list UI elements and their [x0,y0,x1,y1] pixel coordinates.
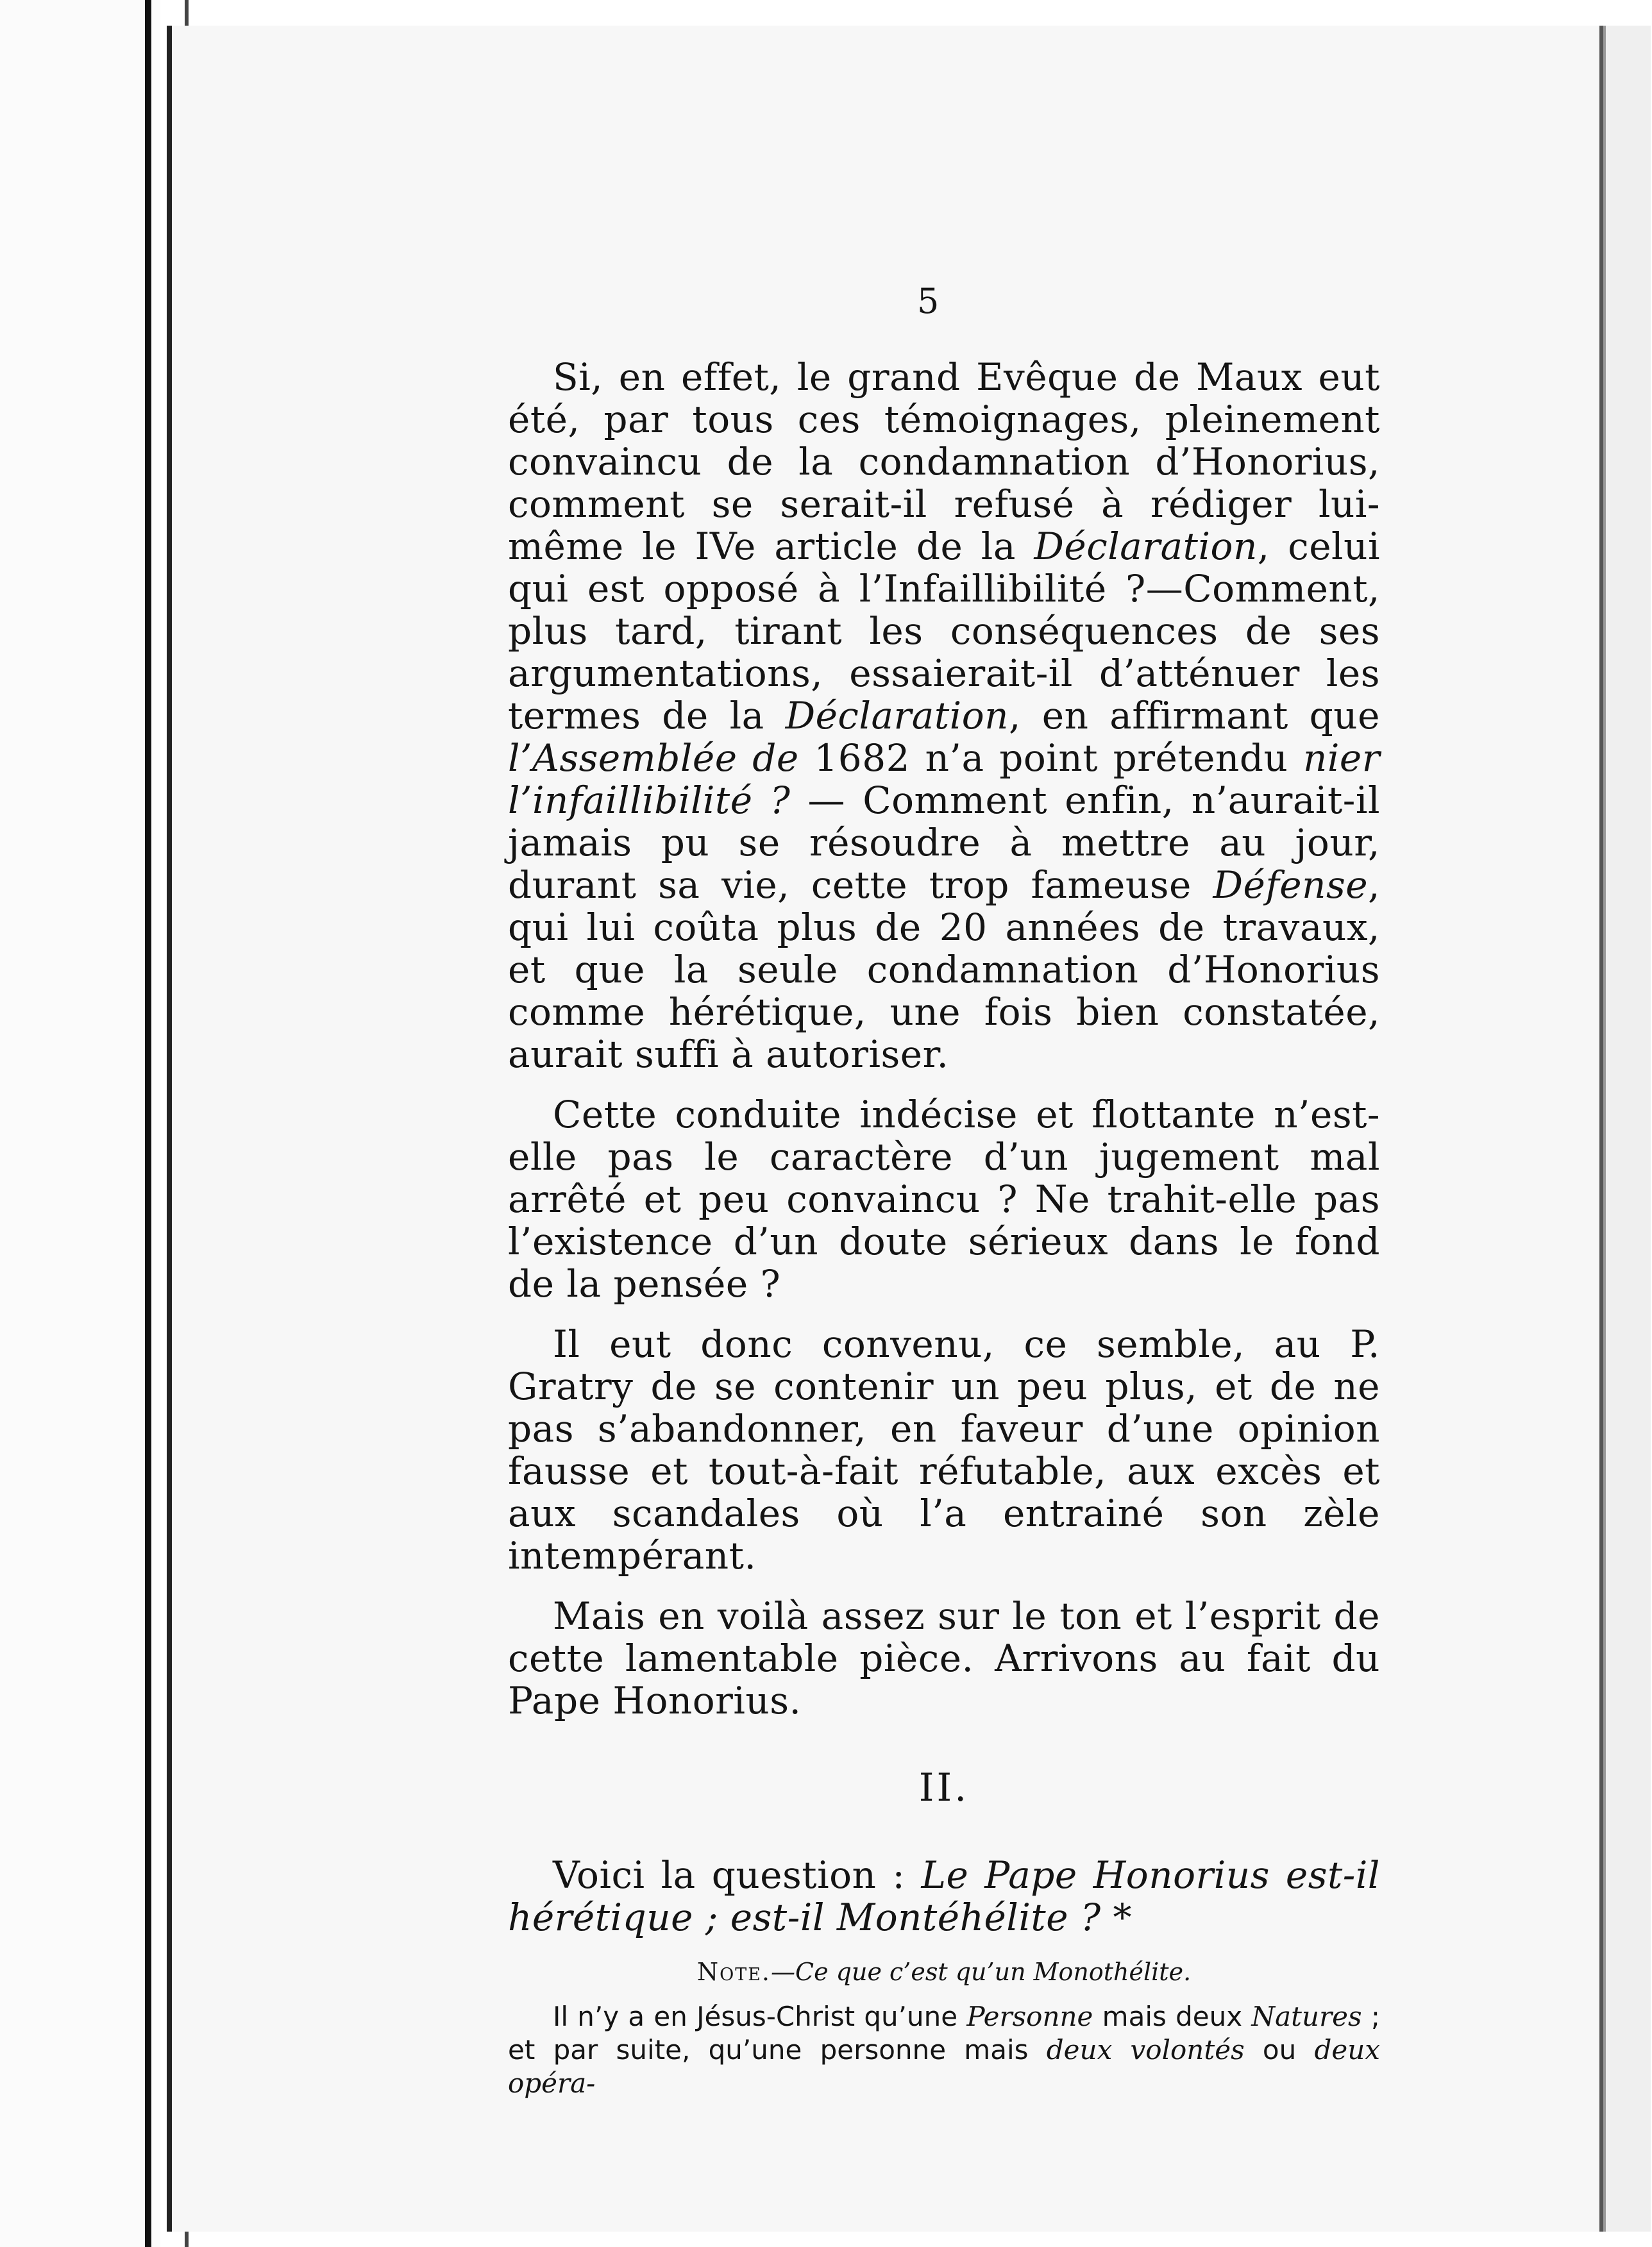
note-heading: Note.—Ce que c’est qu’un Monothélite. [696,1958,1192,1986]
note-label: Note. [696,1958,771,1986]
page-number: 5 [917,281,940,321]
paragraph-5: Voici la question : Le Pape Honorius est-il hérétique ; est-il Montéhélite ? * [508,1853,1380,1939]
paragraph-2: Cette conduite indécise et flottante n’est-elle pas le caractère d’un jugement mal arrêté et peu convaincu ? Ne trahit-elle pas l’existence d’un doute sérieux dans le fond de la pensée ? [508,1093,1380,1306]
paragraph-3: Il eut donc convenu, ce semble, au P. Gratry de se contenir un peu plus, et de ne pas s’abandonner, en faveur d’une opinion fausse et tout-à-fait réfutable, aux excès et aux scandales où l’a entrainé son zèle intempérant. [508,1322,1380,1578]
section-heading: II. [918,1765,970,1810]
binding-edge-line [145,0,151,2247]
body-text [508,356,1380,2100]
binding-margin [0,0,160,2247]
paragraph-4: Mais en voilà assez sur le ton et l’esprit de cette lamentable pièce. Arrivons au fait du Pape Honorius. [508,1594,1380,1722]
paragraph-1: Si, en effet, le grand Evêque de Maux eut été, par tous ces témoignages, pleinement convaincu de la condamnation d’Honorius, comment se serait-il refusé à rédiger lui-même le IVe article de la Déclaration, celui qui est opposé à l’Infaillibilité ?—Comment, plus tard, tirant les conséquences de ses argumentations, essaierait-il d’atténuer les termes de la Déclaration, en affirmant que l’Assemblée de 1682 n’a point prétendu nier l’infaillibilité ? — Comment enfin, n’aurait-il jamais pu se résoudre à mettre au jour, durant sa vie, cette trop fameuse Défense, qui lui coûta plus de 20 années de travaux, et que la seule condamnation d’Honorius comme hérétique, une fois bien constatée, aurait suffi à autoriser. [508,355,1380,1076]
page-edge-shadow [1603,26,1651,2232]
note-text: Il n’y a en Jésus-Christ qu’une Personne mais deux Natures ; et par suite, qu’une personne mais deux volontés ou deux opéra- [508,2001,1380,2099]
